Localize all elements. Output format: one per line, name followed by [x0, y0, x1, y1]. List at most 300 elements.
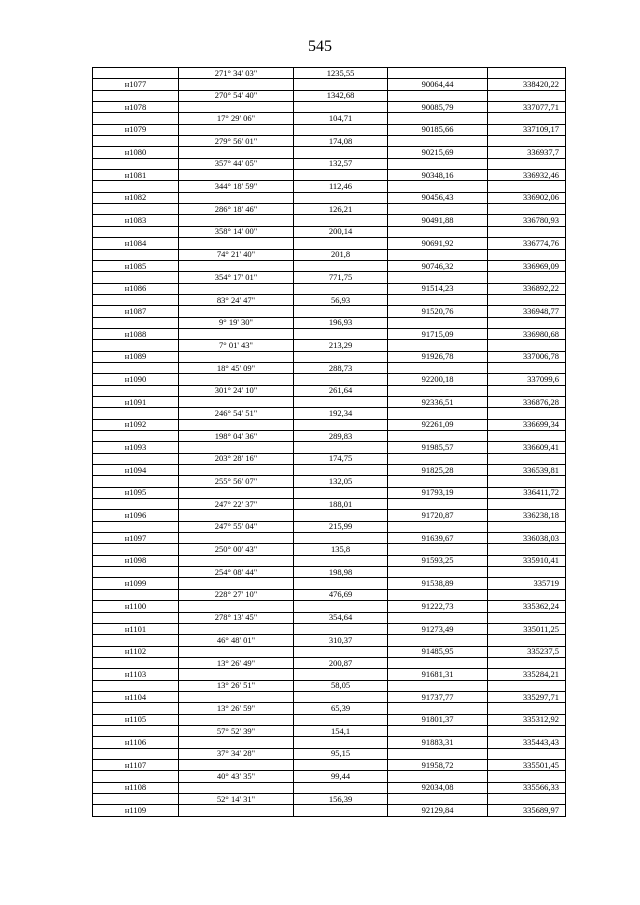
cell-point: н1083 — [93, 215, 179, 226]
cell-distance — [294, 351, 388, 362]
cell-x-coordinate — [388, 725, 488, 736]
table-row — [93, 419, 566, 430]
cell-distance — [294, 533, 388, 544]
cell-point: н1090 — [93, 374, 179, 385]
cell-point — [93, 385, 179, 396]
table-row — [93, 385, 566, 396]
cell-direction-angle — [179, 782, 294, 793]
cell-y-coordinate: 337077,71 — [488, 102, 566, 113]
cell-point: н1096 — [93, 510, 179, 521]
table-row — [93, 578, 566, 589]
cell-direction-angle: 354° 17' 01" — [179, 272, 294, 283]
cell-point — [93, 499, 179, 510]
cell-point: н1082 — [93, 192, 179, 203]
table-row — [93, 748, 566, 759]
table-row — [93, 215, 566, 226]
cell-direction-angle — [179, 805, 294, 816]
cell-distance — [294, 124, 388, 135]
cell-direction-angle: 286° 18' 46" — [179, 204, 294, 215]
cell-point — [93, 635, 179, 646]
cell-x-coordinate — [388, 453, 488, 464]
cell-y-coordinate: 336932,46 — [488, 170, 566, 181]
cell-point: н1084 — [93, 238, 179, 249]
cell-y-coordinate — [488, 362, 566, 373]
cell-x-coordinate — [388, 181, 488, 192]
cell-direction-angle — [179, 396, 294, 407]
table-row — [93, 635, 566, 646]
cell-distance — [294, 147, 388, 158]
cell-direction-angle: 18° 45' 09" — [179, 362, 294, 373]
cell-distance: 192,34 — [294, 408, 388, 419]
cell-point: н1079 — [93, 124, 179, 135]
page-number: 545 — [308, 38, 332, 55]
cell-y-coordinate — [488, 90, 566, 101]
cell-point: н1102 — [93, 646, 179, 657]
cell-x-coordinate: 91883,31 — [388, 737, 488, 748]
cell-x-coordinate: 92336,51 — [388, 396, 488, 407]
cell-y-coordinate: 336238,18 — [488, 510, 566, 521]
cell-y-coordinate — [488, 204, 566, 215]
cell-point: н1098 — [93, 555, 179, 566]
cell-distance — [294, 192, 388, 203]
cell-x-coordinate: 92129,84 — [388, 805, 488, 816]
cell-distance — [294, 260, 388, 271]
table-row — [93, 623, 566, 634]
cell-distance — [294, 419, 388, 430]
cell-y-coordinate: 335566,33 — [488, 782, 566, 793]
cell-y-coordinate: 337099,6 — [488, 374, 566, 385]
cell-direction-angle — [179, 691, 294, 702]
cell-distance — [294, 737, 388, 748]
table-row — [93, 192, 566, 203]
cell-y-coordinate — [488, 431, 566, 442]
table-row — [93, 703, 566, 714]
cell-distance: 354,64 — [294, 612, 388, 623]
cell-x-coordinate — [388, 158, 488, 169]
cell-distance — [294, 442, 388, 453]
cell-point — [93, 521, 179, 532]
cell-point — [93, 204, 179, 215]
cell-direction-angle — [179, 351, 294, 362]
cell-direction-angle: 271° 34' 03" — [179, 68, 294, 79]
cell-x-coordinate: 91737,77 — [388, 691, 488, 702]
table-row — [93, 351, 566, 362]
cell-distance — [294, 328, 388, 339]
cell-distance — [294, 555, 388, 566]
table-row — [93, 680, 566, 691]
cell-x-coordinate: 92200,18 — [388, 374, 488, 385]
cell-direction-angle — [179, 737, 294, 748]
cell-distance: 95,15 — [294, 748, 388, 759]
table-row — [93, 499, 566, 510]
cell-point: н1100 — [93, 601, 179, 612]
table-row — [93, 374, 566, 385]
cell-direction-angle: 13° 26' 59" — [179, 703, 294, 714]
cell-direction-angle — [179, 124, 294, 135]
cell-distance: 174,75 — [294, 453, 388, 464]
cell-point: н1077 — [93, 79, 179, 90]
cell-x-coordinate — [388, 680, 488, 691]
cell-distance — [294, 691, 388, 702]
cell-direction-angle — [179, 669, 294, 680]
table-row — [93, 317, 566, 328]
cell-x-coordinate: 90185,66 — [388, 124, 488, 135]
cell-point — [93, 272, 179, 283]
cell-x-coordinate — [388, 249, 488, 260]
cell-direction-angle: 198° 04' 36" — [179, 431, 294, 442]
cell-direction-angle — [179, 646, 294, 657]
cell-direction-angle — [179, 714, 294, 725]
cell-x-coordinate — [388, 748, 488, 759]
cell-x-coordinate: 91793,19 — [388, 487, 488, 498]
cell-y-coordinate: 335237,5 — [488, 646, 566, 657]
cell-x-coordinate: 90456,43 — [388, 192, 488, 203]
cell-x-coordinate — [388, 68, 488, 79]
cell-point: н1081 — [93, 170, 179, 181]
cell-x-coordinate: 91593,25 — [388, 555, 488, 566]
table-row — [93, 306, 566, 317]
table-row — [93, 714, 566, 725]
cell-direction-angle: 9° 19' 30" — [179, 317, 294, 328]
cell-x-coordinate — [388, 431, 488, 442]
cell-point: н1103 — [93, 669, 179, 680]
cell-point — [93, 362, 179, 373]
cell-direction-angle: 203° 28' 16" — [179, 453, 294, 464]
cell-x-coordinate — [388, 226, 488, 237]
table-row — [93, 260, 566, 271]
table-row — [93, 794, 566, 805]
cell-point — [93, 476, 179, 487]
coordinates-table-body — [93, 68, 566, 817]
table-row — [93, 805, 566, 816]
cell-direction-angle: 52° 14' 31" — [179, 794, 294, 805]
cell-point — [93, 68, 179, 79]
cell-x-coordinate — [388, 476, 488, 487]
cell-direction-angle: 13° 26' 49" — [179, 657, 294, 668]
cell-y-coordinate: 336609,41 — [488, 442, 566, 453]
cell-distance — [294, 215, 388, 226]
cell-y-coordinate — [488, 567, 566, 578]
cell-distance — [294, 646, 388, 657]
cell-x-coordinate — [388, 294, 488, 305]
cell-point — [93, 589, 179, 600]
cell-x-coordinate: 91681,31 — [388, 669, 488, 680]
cell-direction-angle: 247° 55' 04" — [179, 521, 294, 532]
cell-direction-angle — [179, 170, 294, 181]
cell-point: н1086 — [93, 283, 179, 294]
cell-point: н1109 — [93, 805, 179, 816]
cell-x-coordinate — [388, 589, 488, 600]
table-row — [93, 158, 566, 169]
cell-y-coordinate — [488, 476, 566, 487]
cell-point: н1104 — [93, 691, 179, 702]
cell-x-coordinate: 91538,89 — [388, 578, 488, 589]
cell-distance — [294, 805, 388, 816]
cell-x-coordinate — [388, 136, 488, 147]
cell-x-coordinate: 91985,57 — [388, 442, 488, 453]
table-row — [93, 272, 566, 283]
cell-x-coordinate — [388, 499, 488, 510]
cell-y-coordinate: 336411,72 — [488, 487, 566, 498]
cell-y-coordinate: 336774,76 — [488, 238, 566, 249]
cell-point: н1085 — [93, 260, 179, 271]
cell-x-coordinate — [388, 90, 488, 101]
cell-x-coordinate — [388, 612, 488, 623]
cell-point: н1108 — [93, 782, 179, 793]
cell-direction-angle: 247° 22' 37" — [179, 499, 294, 510]
cell-y-coordinate: 336937,7 — [488, 147, 566, 158]
cell-distance: 132,57 — [294, 158, 388, 169]
cell-y-coordinate — [488, 113, 566, 124]
cell-point — [93, 657, 179, 668]
cell-direction-angle: 13° 26' 51" — [179, 680, 294, 691]
cell-point — [93, 408, 179, 419]
cell-point — [93, 249, 179, 260]
cell-point: н1092 — [93, 419, 179, 430]
cell-x-coordinate — [388, 362, 488, 373]
cell-point: н1105 — [93, 714, 179, 725]
cell-distance: 154,1 — [294, 725, 388, 736]
cell-distance: 132,05 — [294, 476, 388, 487]
cell-x-coordinate — [388, 521, 488, 532]
cell-point — [93, 90, 179, 101]
table-row — [93, 340, 566, 351]
cell-x-coordinate: 91926,78 — [388, 351, 488, 362]
table-row — [93, 759, 566, 770]
coordinates-table — [92, 67, 566, 817]
cell-direction-angle: 7° 01' 43" — [179, 340, 294, 351]
cell-distance: 1342,68 — [294, 90, 388, 101]
cell-point: н1078 — [93, 102, 179, 113]
cell-point — [93, 431, 179, 442]
cell-y-coordinate: 336780,93 — [488, 215, 566, 226]
cell-x-coordinate — [388, 771, 488, 782]
cell-y-coordinate: 335443,43 — [488, 737, 566, 748]
table-row — [93, 533, 566, 544]
cell-y-coordinate: 335312,92 — [488, 714, 566, 725]
table-row — [93, 136, 566, 147]
table-row — [93, 170, 566, 181]
cell-direction-angle: 83° 24' 47" — [179, 294, 294, 305]
cell-y-coordinate — [488, 136, 566, 147]
cell-point — [93, 453, 179, 464]
cell-x-coordinate — [388, 657, 488, 668]
table-row — [93, 328, 566, 339]
cell-point — [93, 567, 179, 578]
table-row — [93, 771, 566, 782]
cell-x-coordinate — [388, 204, 488, 215]
cell-direction-angle: 37° 34' 28" — [179, 748, 294, 759]
cell-distance: 476,69 — [294, 589, 388, 600]
cell-point: н1099 — [93, 578, 179, 589]
cell-direction-angle — [179, 192, 294, 203]
cell-distance — [294, 306, 388, 317]
cell-point: н1097 — [93, 533, 179, 544]
cell-y-coordinate — [488, 226, 566, 237]
cell-distance — [294, 396, 388, 407]
table-row — [93, 147, 566, 158]
cell-y-coordinate: 335910,41 — [488, 555, 566, 566]
table-row — [93, 601, 566, 612]
cell-direction-angle: 46° 48' 01" — [179, 635, 294, 646]
cell-point — [93, 136, 179, 147]
table-row — [93, 725, 566, 736]
cell-point — [93, 680, 179, 691]
cell-distance — [294, 601, 388, 612]
table-row — [93, 249, 566, 260]
cell-direction-angle: 358° 14' 00" — [179, 226, 294, 237]
table-row — [93, 79, 566, 90]
cell-y-coordinate: 336038,03 — [488, 533, 566, 544]
cell-distance: 200,87 — [294, 657, 388, 668]
cell-y-coordinate: 335719 — [488, 578, 566, 589]
cell-direction-angle: 246° 54' 51" — [179, 408, 294, 419]
cell-y-coordinate: 335297,71 — [488, 691, 566, 702]
table-row — [93, 90, 566, 101]
cell-x-coordinate: 91514,23 — [388, 283, 488, 294]
cell-y-coordinate — [488, 748, 566, 759]
cell-direction-angle — [179, 555, 294, 566]
cell-point — [93, 794, 179, 805]
cell-x-coordinate: 92034,08 — [388, 782, 488, 793]
cell-direction-angle — [179, 238, 294, 249]
cell-x-coordinate: 91222,73 — [388, 601, 488, 612]
cell-y-coordinate — [488, 385, 566, 396]
cell-direction-angle — [179, 215, 294, 226]
cell-distance: 126,21 — [294, 204, 388, 215]
table-row — [93, 124, 566, 135]
cell-y-coordinate: 337109,17 — [488, 124, 566, 135]
cell-direction-angle — [179, 260, 294, 271]
cell-x-coordinate: 90746,32 — [388, 260, 488, 271]
cell-x-coordinate: 92261,09 — [388, 419, 488, 430]
cell-distance — [294, 374, 388, 385]
table-row — [93, 442, 566, 453]
cell-distance: 201,8 — [294, 249, 388, 260]
cell-y-coordinate: 335011,25 — [488, 623, 566, 634]
cell-distance — [294, 714, 388, 725]
cell-direction-angle — [179, 487, 294, 498]
cell-direction-angle: 357° 44' 05" — [179, 158, 294, 169]
table-row — [93, 612, 566, 623]
table-row — [93, 113, 566, 124]
cell-direction-angle — [179, 533, 294, 544]
cell-distance — [294, 102, 388, 113]
cell-x-coordinate — [388, 408, 488, 419]
cell-x-coordinate: 91801,37 — [388, 714, 488, 725]
cell-point — [93, 725, 179, 736]
cell-y-coordinate: 336699,34 — [488, 419, 566, 430]
cell-direction-angle — [179, 465, 294, 476]
cell-distance — [294, 510, 388, 521]
cell-distance: 65,39 — [294, 703, 388, 714]
cell-y-coordinate — [488, 181, 566, 192]
cell-direction-angle — [179, 147, 294, 158]
cell-x-coordinate — [388, 340, 488, 351]
cell-x-coordinate: 90085,79 — [388, 102, 488, 113]
cell-distance — [294, 238, 388, 249]
cell-point — [93, 158, 179, 169]
cell-x-coordinate: 90691,92 — [388, 238, 488, 249]
cell-x-coordinate: 90064,44 — [388, 79, 488, 90]
cell-direction-angle — [179, 442, 294, 453]
cell-direction-angle — [179, 601, 294, 612]
cell-direction-angle — [179, 374, 294, 385]
cell-point — [93, 226, 179, 237]
cell-y-coordinate: 336539,81 — [488, 465, 566, 476]
table-row — [93, 657, 566, 668]
cell-y-coordinate — [488, 68, 566, 79]
cell-y-coordinate: 336902,06 — [488, 192, 566, 203]
cell-direction-angle: 344° 18' 59" — [179, 181, 294, 192]
table-row — [93, 476, 566, 487]
cell-distance: 213,29 — [294, 340, 388, 351]
cell-distance: 188,01 — [294, 499, 388, 510]
table-row — [93, 555, 566, 566]
cell-point — [93, 340, 179, 351]
cell-x-coordinate: 91639,67 — [388, 533, 488, 544]
cell-x-coordinate — [388, 567, 488, 578]
cell-x-coordinate: 91273,49 — [388, 623, 488, 634]
cell-distance — [294, 782, 388, 793]
cell-distance: 56,93 — [294, 294, 388, 305]
cell-distance — [294, 487, 388, 498]
cell-distance — [294, 170, 388, 181]
cell-y-coordinate — [488, 272, 566, 283]
cell-point: н1080 — [93, 147, 179, 158]
cell-point — [93, 771, 179, 782]
cell-distance: 99,44 — [294, 771, 388, 782]
cell-y-coordinate — [488, 680, 566, 691]
cell-point: н1101 — [93, 623, 179, 634]
table-row — [93, 408, 566, 419]
cell-direction-angle: 228° 27' 10" — [179, 589, 294, 600]
cell-distance: 261,64 — [294, 385, 388, 396]
table-row — [93, 737, 566, 748]
cell-x-coordinate: 90491,88 — [388, 215, 488, 226]
cell-y-coordinate — [488, 521, 566, 532]
cell-direction-angle: 250° 00' 43" — [179, 544, 294, 555]
table-row — [93, 487, 566, 498]
cell-point — [93, 703, 179, 714]
cell-distance — [294, 79, 388, 90]
cell-point: н1089 — [93, 351, 179, 362]
cell-y-coordinate — [488, 408, 566, 419]
cell-y-coordinate — [488, 158, 566, 169]
cell-direction-angle — [179, 510, 294, 521]
table-row — [93, 567, 566, 578]
cell-point — [93, 113, 179, 124]
cell-point: н1087 — [93, 306, 179, 317]
cell-direction-angle — [179, 623, 294, 634]
cell-x-coordinate — [388, 385, 488, 396]
cell-y-coordinate: 336969,09 — [488, 260, 566, 271]
table-row — [93, 544, 566, 555]
cell-distance: 200,14 — [294, 226, 388, 237]
cell-x-coordinate: 91825,28 — [388, 465, 488, 476]
cell-y-coordinate: 338420,22 — [488, 79, 566, 90]
cell-x-coordinate — [388, 703, 488, 714]
cell-point: н1094 — [93, 465, 179, 476]
cell-point: н1093 — [93, 442, 179, 453]
cell-y-coordinate — [488, 317, 566, 328]
cell-distance: 174,08 — [294, 136, 388, 147]
cell-direction-angle: 57° 52' 39" — [179, 725, 294, 736]
cell-y-coordinate: 336948,77 — [488, 306, 566, 317]
cell-direction-angle: 74° 21' 40" — [179, 249, 294, 260]
cell-point: н1107 — [93, 759, 179, 770]
cell-y-coordinate: 336876,28 — [488, 396, 566, 407]
